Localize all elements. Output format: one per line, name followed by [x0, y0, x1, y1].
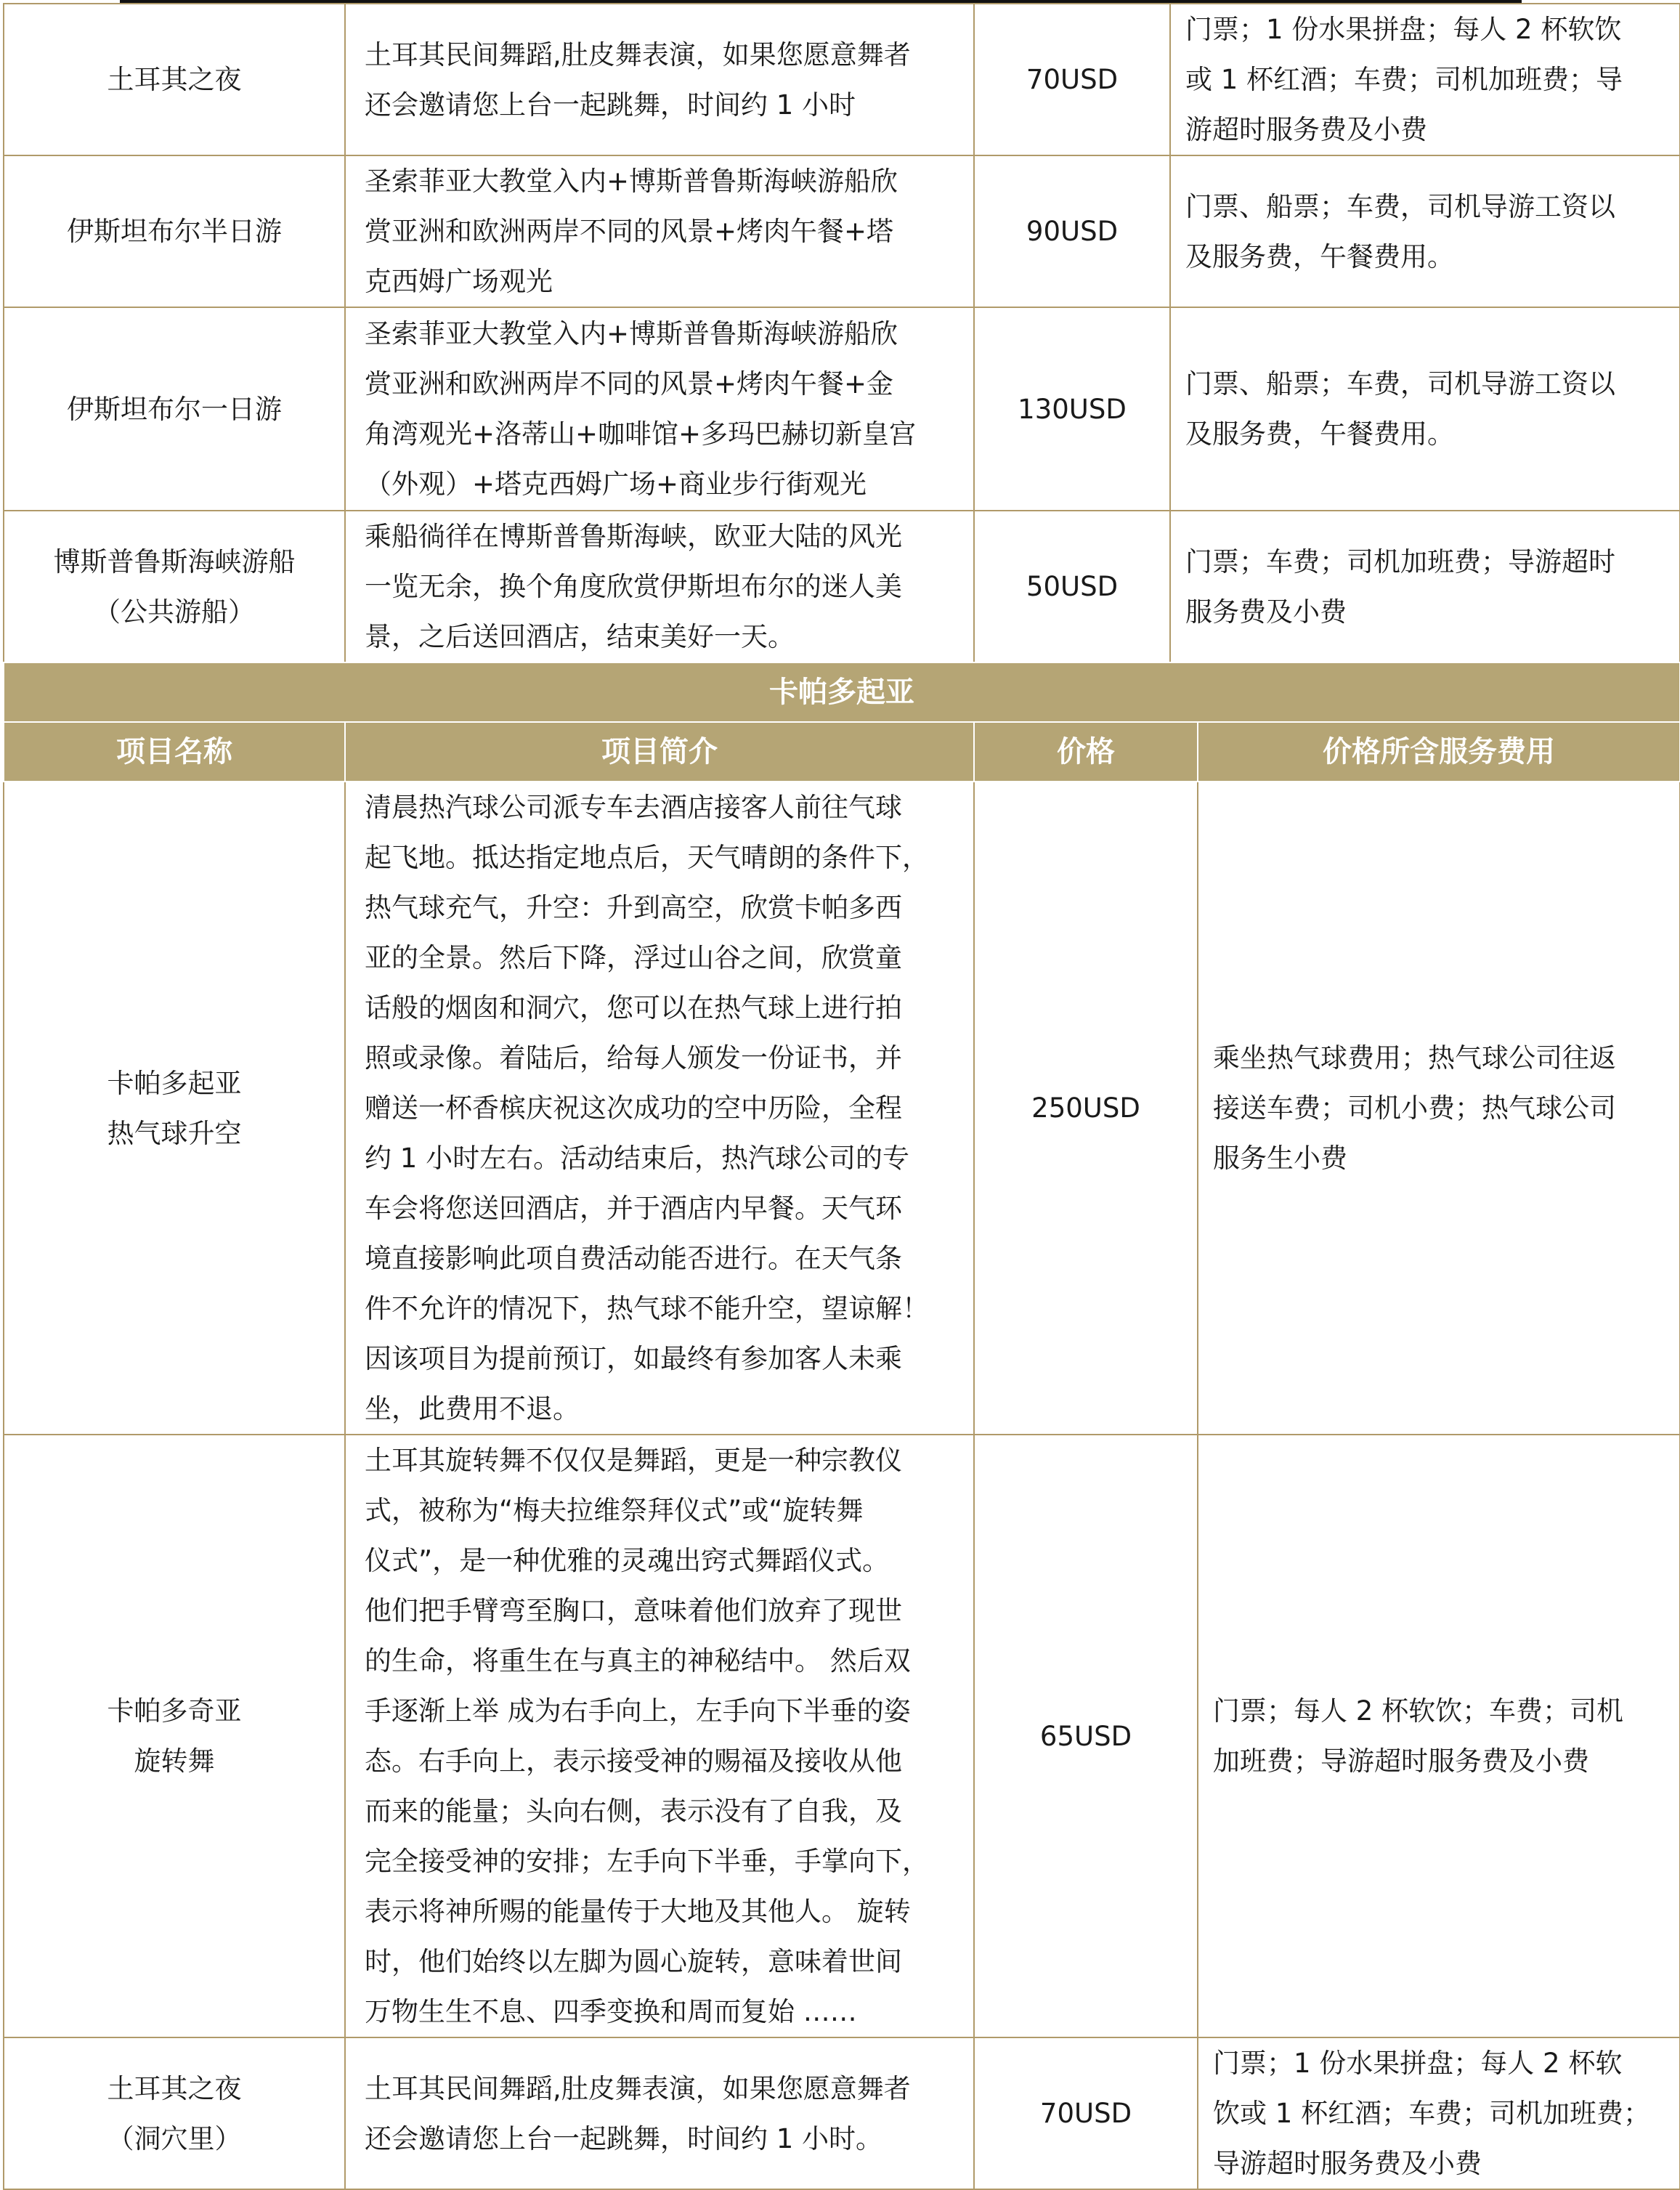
item-price: 130USD	[974, 307, 1170, 511]
col-header-name: 项目名称	[4, 722, 345, 782]
item-name: 博斯普鲁斯海峡游船 （公共游船）	[4, 511, 345, 662]
table-row	[4, 307, 1680, 511]
item-price: 65USD	[974, 1435, 1198, 2037]
col-header-price: 价格	[974, 722, 1198, 782]
item-price: 70USD	[974, 4, 1170, 155]
item-services: 门票；1 份水果拼盘；每人 2 杯软饮 或 1 杯红酒；车费；司机加班费；导 游超时服务费及小费	[1170, 4, 1680, 155]
item-name: 土耳其之夜	[4, 4, 345, 155]
item-services: 门票；1 份水果拼盘；每人 2 杯软 饮或 1 杯红酒；车费；司机加班费； 导游超时服务费及小费	[1198, 2037, 1680, 2189]
item-description: 圣索菲亚大教堂入内+博斯普鲁斯海峡游船欣 赏亚洲和欧洲两岸不同的风景+烤肉午餐+塔 克西姆广场观光	[345, 155, 974, 307]
col-header-desc: 项目简介	[345, 722, 974, 782]
item-services: 门票；每人 2 杯软饮；车费；司机 加班费；导游超时服务费及小费	[1198, 1435, 1680, 2037]
item-description: 土耳其旋转舞不仅仅是舞蹈，更是一种宗教仪 式，被称为“梅夫拉维祭拜仪式”或“旋转舞 仪式”，是一种优雅的灵魂出窍式舞蹈仪式。 他们把手臂弯至胸口，意味着他们放弃了现世 的生命，将重生在与真主的神秘结中。 然后双 手逐渐上举 成为右手向上，左手向下半垂的姿 态。右手向上，表示接受神的赐福及接收从他 而来的能量；头向右侧，表示没有了自我，及 完全接受神的安排；左手向下半垂，手掌向下， 表示将神所赐的能量传于大地及其他人。 旋转 时，他们始终以左脚为圆心旋转，意味着世间 万物生生不息、四季变换和周而复始 ……	[345, 1435, 974, 2037]
item-price: 50USD	[974, 511, 1170, 662]
table-row	[4, 4, 1680, 155]
item-services: 门票、船票；车费，司机导游工资以 及服务费，午餐费用。	[1170, 155, 1680, 307]
table-row	[4, 155, 1680, 307]
item-name: 卡帕多奇亚 旋转舞	[4, 1435, 345, 2037]
item-name: 伊斯坦布尔一日游	[4, 307, 345, 511]
item-services: 门票、船票；车费，司机导游工资以 及服务费，午餐费用。	[1170, 307, 1680, 511]
item-price: 90USD	[974, 155, 1170, 307]
table-row	[4, 1435, 1680, 2037]
item-name: 伊斯坦布尔半日游	[4, 155, 345, 307]
item-description: 圣索菲亚大教堂入内+博斯普鲁斯海峡游船欣 赏亚洲和欧洲两岸不同的风景+烤肉午餐+金 角湾观光+洛蒂山+咖啡馆+多玛巴赫切新皇宫 （外观）+塔克西姆广场+商业步行街观光	[345, 307, 974, 511]
table-row	[4, 2037, 1680, 2189]
table-row	[4, 782, 1680, 1435]
section-title: 卡帕多起亚	[4, 662, 1680, 722]
item-name: 卡帕多起亚 热气球升空	[4, 782, 345, 1435]
table-row	[4, 511, 1680, 662]
item-name: 土耳其之夜 （洞穴里）	[4, 2037, 345, 2189]
item-description: 土耳其民间舞蹈,肚皮舞表演，如果您愿意舞者 还会邀请您上台一起跳舞，时间约 1 小时。	[345, 2037, 974, 2189]
item-price: 70USD	[974, 2037, 1198, 2189]
item-services: 乘坐热气球费用；热气球公司往返 接送车费；司机小费；热气球公司 服务生小费	[1198, 782, 1680, 1435]
item-description: 乘船徜徉在博斯普鲁斯海峡，欧亚大陆的风光 一览无余，换个角度欣赏伊斯坦布尔的迷人美 景，之后送回酒店，结束美好一天。	[345, 511, 974, 662]
item-description: 土耳其民间舞蹈,肚皮舞表演，如果您愿意舞者 还会邀请您上台一起跳舞，时间约 1 小时	[345, 4, 974, 155]
istanbul-table	[3, 3, 1680, 663]
section-header	[4, 662, 1680, 722]
item-services: 门票；车费；司机加班费；导游超时 服务费及小费	[1170, 511, 1680, 662]
item-price: 250USD	[974, 782, 1198, 1435]
cappadocia-table	[3, 662, 1680, 2190]
header-row	[4, 722, 1680, 782]
item-description: 清晨热汽球公司派专车去酒店接客人前往气球 起飞地。抵达指定地点后，天气晴朗的条件下， 热气球充气，升空：升到高空，欣赏卡帕多西 亚的全景。然后下降，浮过山谷之间，欣赏童 话般的烟囱和洞穴，您可以在热气球上进行拍 照或录像。着陆后，给每人颁发一份证书，并 赠送一杯香槟庆祝这次成功的空中历险，全程 约 1 小时左右。活动结束后，热汽球公司的专 车会将您送回酒店，并于酒店内早餐。天气环 境直接影响此项自费活动能否进行。在天气条 件不允许的情况下，热气球不能升空，望谅解！ 因该项目为提前预订，如最终有参加客人未乘 坐，此费用不退。	[345, 782, 974, 1435]
col-header-service: 价格所含服务费用	[1198, 722, 1680, 782]
